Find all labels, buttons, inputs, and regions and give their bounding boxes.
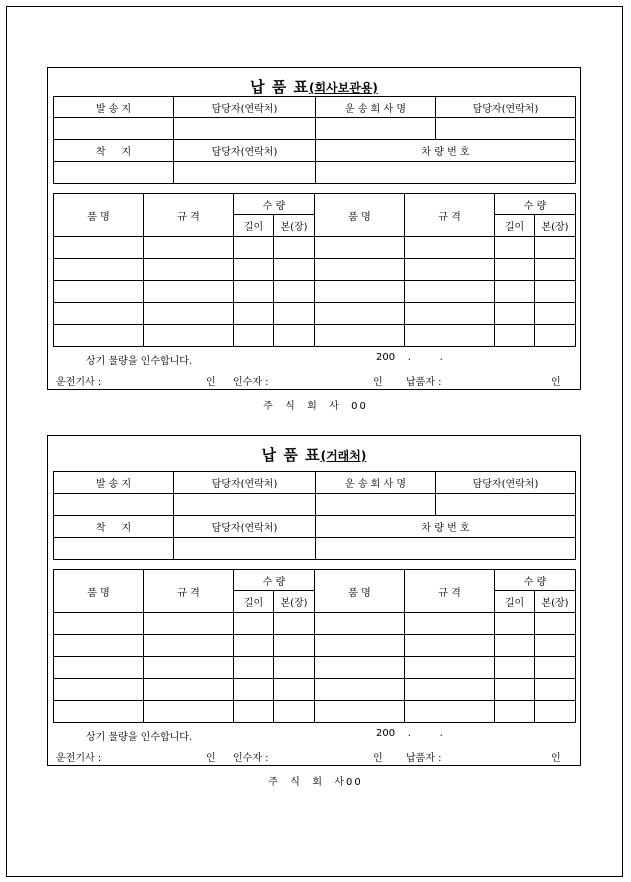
table-row [54, 237, 576, 259]
table-row [54, 635, 576, 657]
driver-label: 운전기사 : [56, 377, 102, 388]
header-table [53, 96, 576, 184]
company-name: 주 식 회 사 00 [263, 401, 368, 412]
carrier-contact-label: 담당자(연락처) [436, 472, 576, 494]
destination-contact-label: 담당자(연락처) [174, 140, 316, 162]
table-row [54, 259, 576, 281]
header-table [53, 471, 576, 560]
receipt-text: 상기 물량을 인수합니다. [86, 732, 193, 743]
carrier-company-label: 운 송 회 사 명 [316, 472, 436, 494]
product-name-header: 품 명 [315, 570, 405, 613]
product-name-header: 품 명 [54, 570, 144, 613]
driver-seal: 인 [206, 377, 216, 388]
vehicle-number-label: 차 량 번 호 [316, 140, 576, 162]
quantity-header: 수 량 [495, 570, 576, 591]
destination-label: 착 지 [54, 140, 174, 162]
deliverer-seal: 인 [551, 753, 561, 764]
driver-seal: 인 [206, 753, 216, 764]
carrier-contact-label: 담당자(연락처) [436, 97, 576, 118]
deliverer-label: 납품자 : [406, 377, 442, 388]
items-table [53, 569, 576, 723]
spec-header: 규 격 [144, 194, 234, 237]
pieces-header: 본(장) [274, 591, 315, 613]
destination-label: 착 지 [54, 516, 174, 538]
destination-contact-field[interactable] [174, 538, 316, 560]
product-name-header: 품 명 [315, 194, 405, 237]
destination-contact-label: 담당자(연락처) [174, 516, 316, 538]
table-row [54, 679, 576, 701]
length-header: 길이 [234, 215, 274, 237]
table-row [54, 701, 576, 723]
sender-field[interactable] [54, 118, 174, 140]
length-header: 길이 [495, 215, 535, 237]
deliverer-label: 납품자 : [406, 753, 442, 764]
sender-contact-label: 담당자(연락처) [174, 97, 316, 118]
table-row [54, 325, 576, 347]
vehicle-number-field[interactable] [316, 162, 576, 184]
length-header: 길이 [495, 591, 535, 613]
items-table [53, 193, 576, 347]
destination-field[interactable] [54, 538, 174, 560]
carrier-company-field[interactable] [316, 494, 436, 516]
product-name-header: 품 명 [54, 194, 144, 237]
vehicle-number-label: 차 량 번 호 [316, 516, 576, 538]
form-title-main: 납 품 표 [250, 78, 309, 96]
form-title-main: 납 품 표 [261, 446, 321, 464]
form-title-sub: (회사보관용) [308, 81, 378, 95]
carrier-contact-field[interactable] [436, 494, 576, 516]
length-header: 길이 [234, 591, 274, 613]
quantity-header: 수 량 [234, 194, 315, 215]
sender-contact-field[interactable] [174, 118, 316, 140]
date-text: 200 . . [376, 352, 443, 363]
form-title [48, 76, 580, 97]
pieces-header: 본(장) [535, 215, 576, 237]
destination-contact-field[interactable] [174, 162, 316, 184]
table-row [54, 281, 576, 303]
receipt-text: 상기 물량을 인수합니다. [86, 356, 193, 367]
form-title-sub: (거래처) [320, 449, 367, 463]
table-row [54, 303, 576, 325]
receiver-seal: 인 [373, 377, 383, 388]
deliverer-seal: 인 [551, 377, 561, 388]
delivery-form-company-copy [47, 67, 581, 390]
form-title [48, 444, 580, 465]
sender-field[interactable] [54, 494, 174, 516]
destination-field[interactable] [54, 162, 174, 184]
receiver-label: 인수자 : [233, 753, 269, 764]
carrier-company-label: 운 송 회 사 명 [316, 97, 436, 118]
sender-contact-label: 담당자(연락처) [174, 472, 316, 494]
carrier-company-field[interactable] [316, 118, 436, 140]
table-row [54, 657, 576, 679]
pieces-header: 본(장) [535, 591, 576, 613]
pieces-header: 본(장) [274, 215, 315, 237]
quantity-header: 수 량 [495, 194, 576, 215]
vehicle-number-field[interactable] [316, 538, 576, 560]
company-name: 주 식 회 사00 [268, 777, 363, 788]
driver-label: 운전기사 : [56, 753, 102, 764]
spec-header: 규 격 [405, 194, 495, 237]
sender-label: 발 송 지 [54, 472, 174, 494]
spec-header: 규 격 [144, 570, 234, 613]
carrier-contact-field[interactable] [436, 118, 576, 140]
sender-label: 발 송 지 [54, 97, 174, 118]
spec-header: 규 격 [405, 570, 495, 613]
date-text: 200 . . [376, 728, 443, 739]
delivery-form-client-copy [47, 435, 581, 766]
quantity-header: 수 량 [234, 570, 315, 591]
receiver-seal: 인 [373, 753, 383, 764]
sender-contact-field[interactable] [174, 494, 316, 516]
receiver-label: 인수자 : [233, 377, 269, 388]
table-row [54, 613, 576, 635]
